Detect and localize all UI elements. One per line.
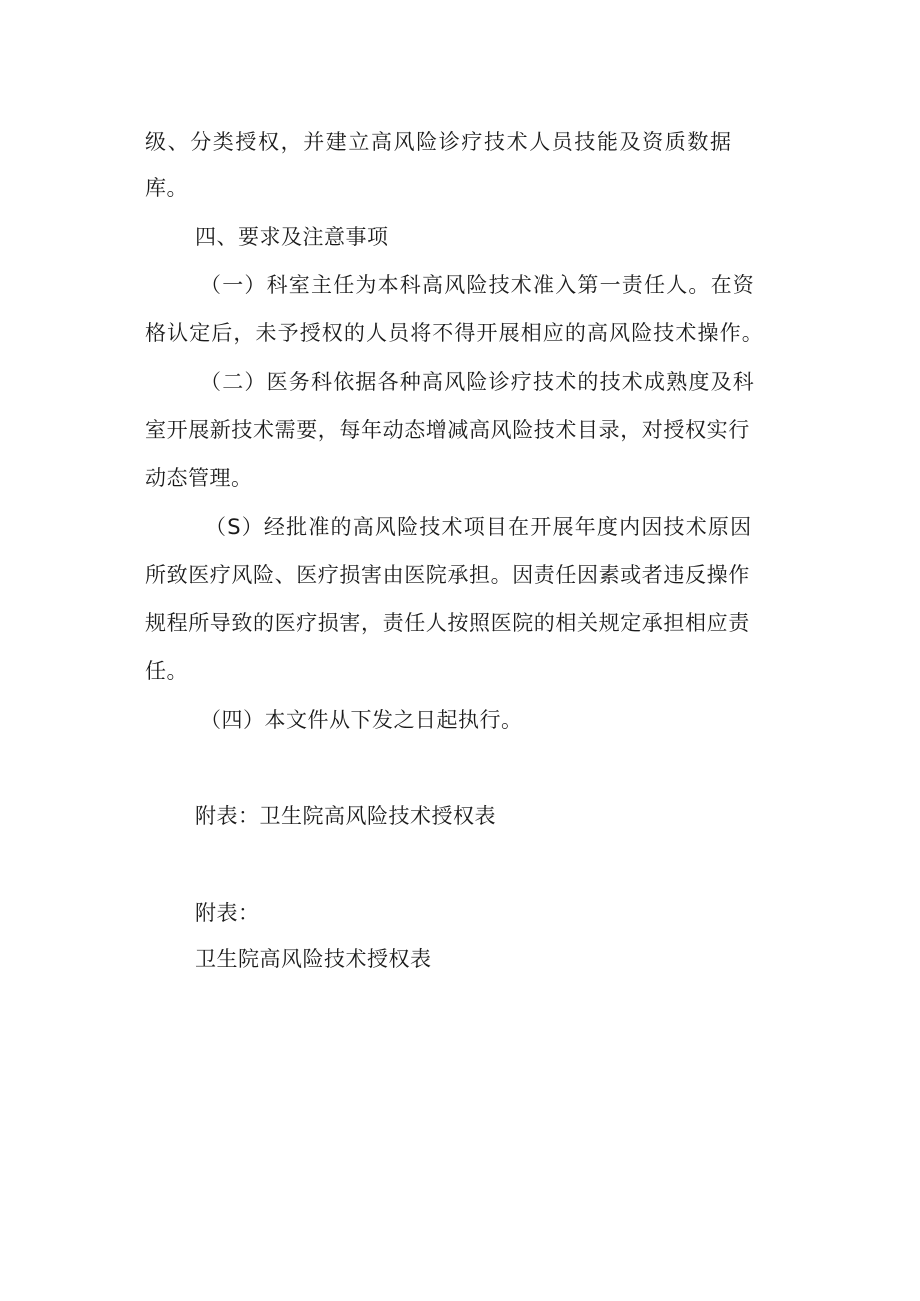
item-3-line-1: （S）经批准的高风险技术项目在开展年度内因技术原因	[205, 515, 753, 539]
item-4-line-1: （四）本文件从下发之日起执行。	[200, 708, 523, 732]
item-2-line-1: （二）医务科依据各种高风险诊疗技术的技术成熟度及科	[200, 370, 755, 394]
item-2-line-3: 动态管理。	[145, 466, 253, 490]
item-1-line-1: （一）科室主任为本科高风险技术准入第一责任人。在资	[200, 273, 755, 297]
attachment-reference: 附表：卫生院高风险技术授权表	[195, 804, 496, 828]
item-1-line-2: 格认定后，未予授权的人员将不得开展相应的高风险技术操作。	[145, 321, 764, 345]
item-3-line-3: 规程所导致的医疗损害，责任人按照医院的相关规定承担相应责	[145, 611, 750, 635]
item-2-line-2: 室开展新技术需要，每年动态增减高风险技术目录，对授权实行	[145, 418, 750, 442]
attachment-title: 卫生院高风险技术授权表	[195, 947, 432, 971]
item-3-line-4: 任。	[145, 659, 188, 683]
body-line-2: 库。	[145, 176, 188, 200]
section-heading-requirements: 四、要求及注意事项	[195, 225, 389, 249]
attachment-label: 附表：	[195, 901, 260, 925]
item-3-line-2: 所致医疗风险、医疗损害由医院承担。因责任因素或者违反操作	[145, 563, 750, 587]
body-line-1: 级、分类授权，并建立高风险诊疗技术人员技能及资质数据	[145, 130, 733, 154]
